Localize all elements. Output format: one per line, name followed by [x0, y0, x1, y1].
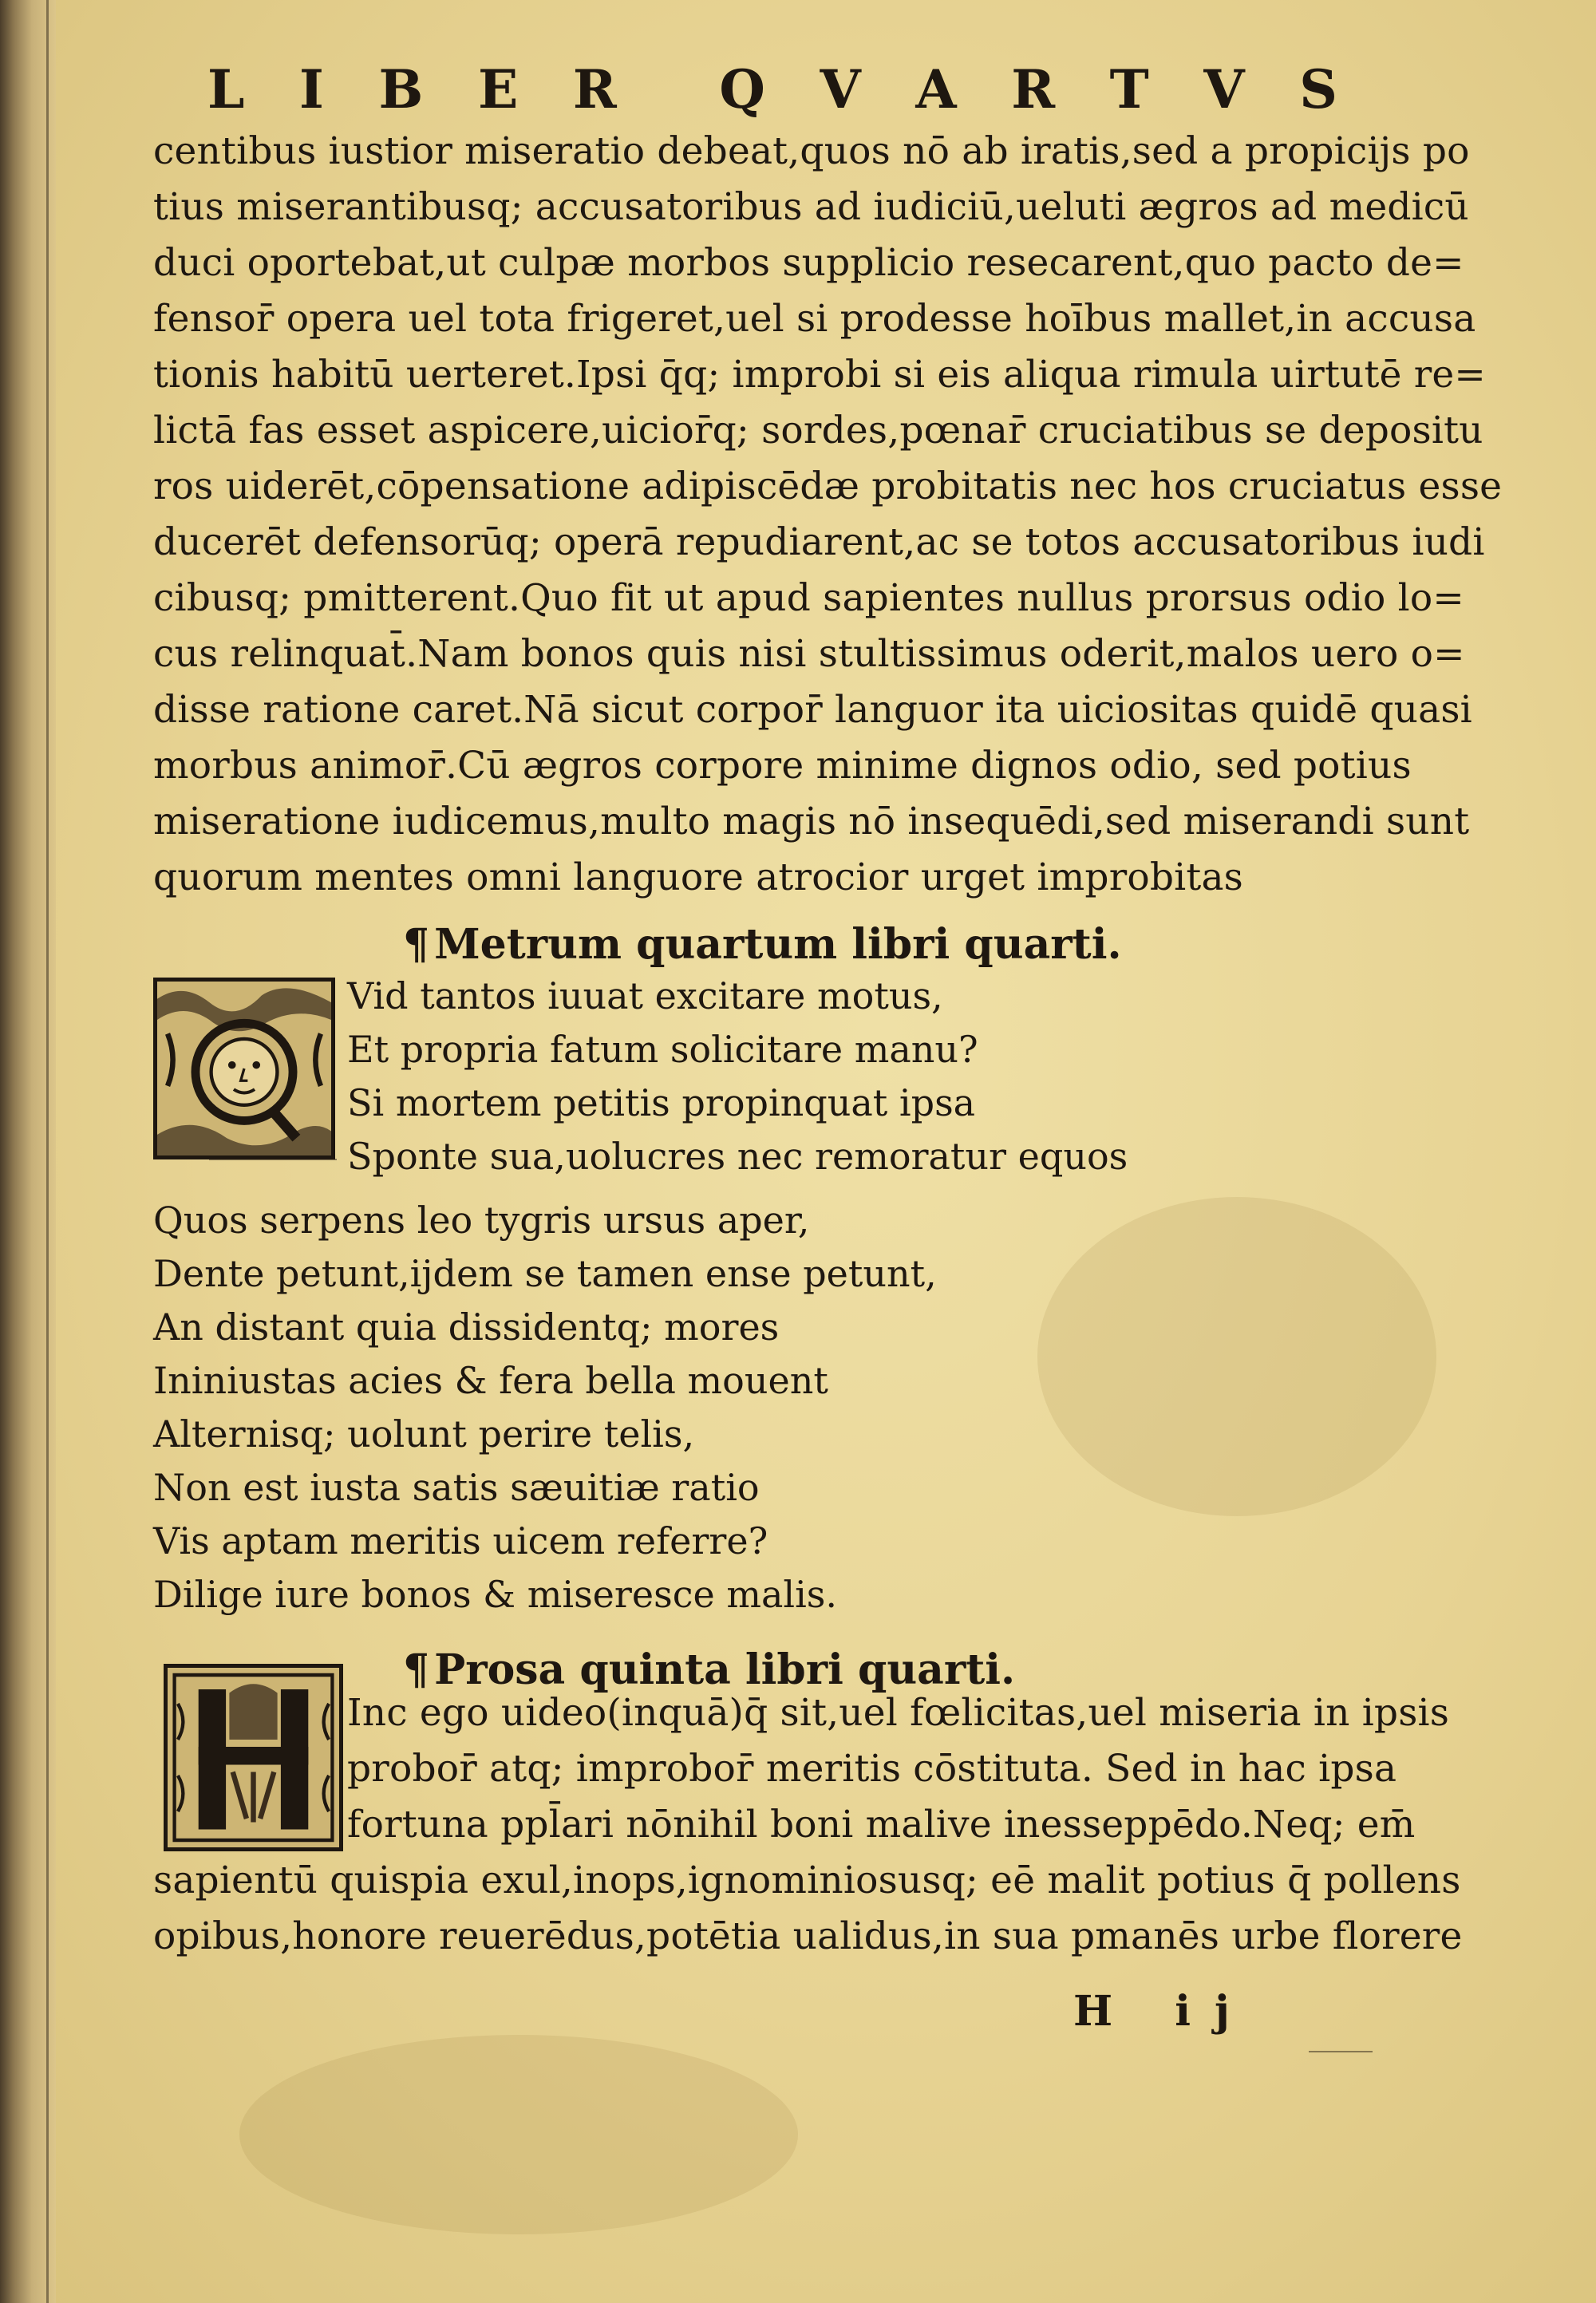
prose-line: quorum mentes omni languore atrocior urget improbitas — [153, 855, 1244, 899]
header-letter: S — [1299, 58, 1341, 120]
header-letter: V — [1203, 58, 1248, 120]
prose-line: tionis habitū uerteret.Ipsi q̄q; improbi si eis aliqua rimula uirtutē re= — [153, 353, 1487, 397]
verse-line: An distant quia dissidentq; mores — [153, 1306, 780, 1349]
initial-h-ornament — [168, 1668, 339, 1847]
prose-line: centibus iustior miseratio debeat,quos nō ab iratis,sed a propicijs po — [153, 129, 1470, 173]
pilcrow-mark: ¶ — [403, 920, 430, 969]
verse-line: Quos serpens leo tygris ursus aper, — [153, 1199, 810, 1242]
header-letter: B — [378, 58, 427, 120]
prose-line: tius miserantibusq; accusatoribus ad iudiciū,ueluti ægros ad medicū — [153, 185, 1469, 229]
spine-edge — [46, 0, 49, 2303]
decorated-initial-h — [164, 1664, 343, 1851]
verse-line: Vis aptam meritis uicem referre? — [153, 1519, 768, 1562]
verse-line: Non est iusta satis sæuitiæ ratio — [153, 1466, 760, 1509]
prose-line: Inc ego uideo(inquā)q̄ sit,uel fœlicitas,uel miseria in ipsis — [347, 1691, 1450, 1735]
verse-line: Sponte sua,uolucres nec remoratur equos — [347, 1135, 1128, 1178]
header-letter: V — [820, 58, 864, 120]
pilcrow-mark: ¶ — [403, 1645, 430, 1694]
header-letter: L — [207, 58, 248, 120]
metrum-heading-text: Metrum quartum libri quarti. — [434, 920, 1122, 969]
prose-line: miseratione iudicemus,multo magis nō insequēdi,sed miserandi sunt — [153, 800, 1470, 843]
prose-line: probor̄ atq; improbor̄ meritis cōstituta. Sed in hac ipsa — [347, 1747, 1397, 1791]
prose-line: cus relinquat̄.Nam bonos quis nisi stultissimus oderit,malos uero o= — [153, 632, 1465, 676]
header-letter: T — [1109, 58, 1152, 120]
verse-line: Si mortem petitis propinquat ipsa — [347, 1081, 976, 1124]
header-letter: R — [1011, 58, 1059, 120]
prose-line: morbus animor̄.Cū ægros corpore minime dignos odio, sed potius — [153, 744, 1412, 788]
paper-stain — [239, 2035, 798, 2234]
initial-q-ornament — [157, 982, 331, 1155]
decorated-initial-q — [153, 978, 335, 1159]
prose-line: ducerēt defensorūq; operā repudiarent,ac se totos accusatoribus iudi — [153, 520, 1485, 564]
header-letter: I — [299, 58, 327, 120]
signature-mark: H ij — [1073, 1987, 1254, 2036]
prose-line: ros uiderēt,cōpensatione adipiscēdæ probitatis nec hos cruciatus esse — [153, 464, 1503, 508]
decorative-rule — [1309, 2051, 1373, 2052]
prosa-heading-text: Prosa quinta libri quarti. — [434, 1645, 1016, 1694]
header-letter: A — [915, 58, 960, 120]
prose-line: cibusq; pmitterent.Quo fit ut apud sapientes nullus prorsus odio lo= — [153, 576, 1464, 620]
verse-line: Vid tantos iuuat excitare motus, — [347, 974, 943, 1017]
verse-line: Alternisq; uolunt perire telis, — [153, 1412, 695, 1456]
verse-line: Dilige iure bonos & miseresce malis. — [153, 1573, 838, 1616]
header-letter: R — [572, 58, 620, 120]
metrum-heading — [403, 916, 1122, 974]
prose-line: duci oportebat,ut culpæ morbos supplicio resecarent,quo pacto de= — [153, 241, 1464, 285]
running-header — [207, 57, 1341, 121]
prose-line: disse ratione caret.Nā sicut corpor̄ languor ita uiciositas quidē quasi — [153, 688, 1472, 732]
prose-line: fensor̄ opera uel tota frigeret,uel si prodesse hoībus mallet,in accusa — [153, 297, 1476, 341]
prose-line: fortuna ppl̄ari nōnihil boni malive inesseppēdo.Neq; em̄ — [347, 1803, 1416, 1847]
header-letter: E — [477, 58, 522, 120]
prose-line: lictā fas esset aspicere,uicior̄q; sordes,pœnar̄ cruciatibus se depositu — [153, 409, 1483, 452]
verse-line: Ininiustas acies & fera bella mouent — [153, 1359, 828, 1402]
header-letter: Q — [719, 58, 768, 120]
paper-stain — [1037, 1197, 1436, 1516]
prose-line: sapientū quispia exul,inops,ignominiosusq; eē malit potius q̄ pollens — [153, 1859, 1461, 1902]
verse-line: Dente petunt,ijdem se tamen ense petunt, — [153, 1252, 937, 1295]
initial-rule — [209, 1159, 337, 1160]
prose-line: opibus,honore reuerēdus,potētia ualidus,in sua pmanēs urbe florere — [153, 1914, 1463, 1958]
verse-line: Et propria fatum solicitare manu? — [347, 1028, 978, 1071]
